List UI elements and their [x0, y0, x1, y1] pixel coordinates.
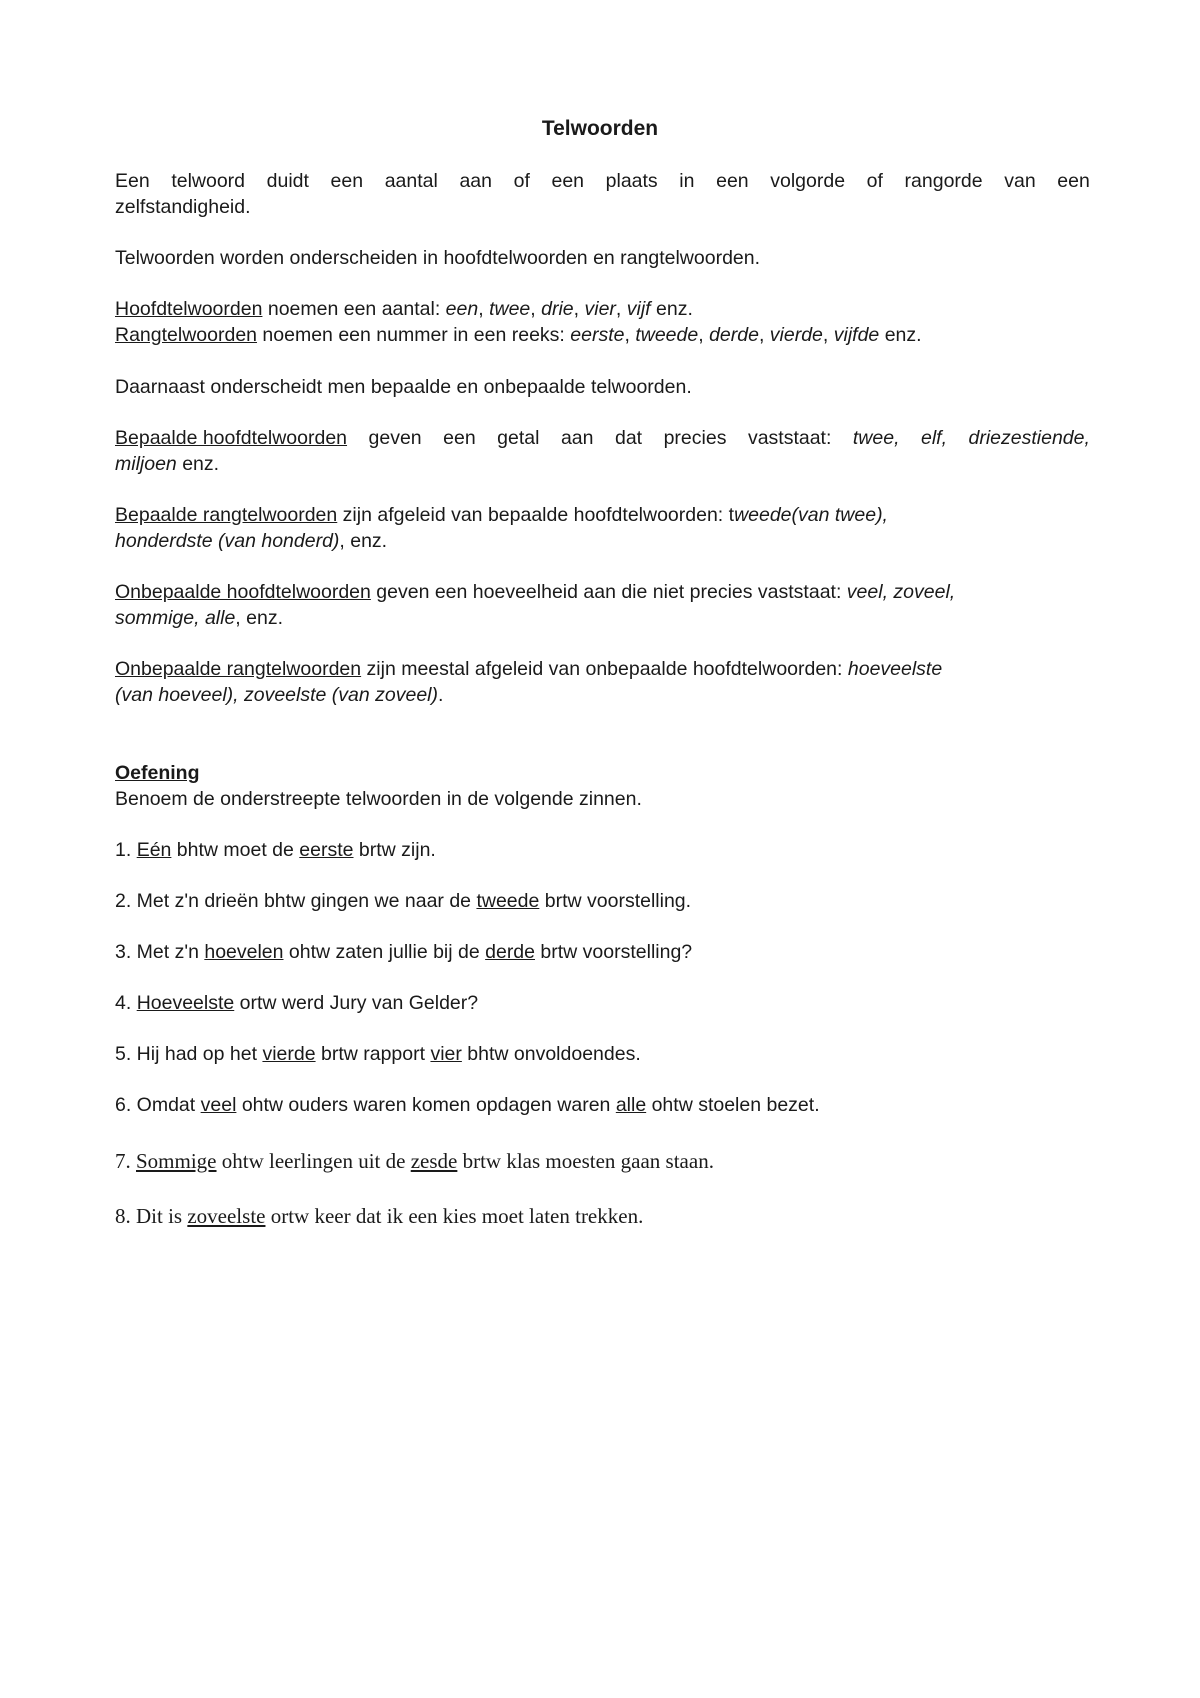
exercise-sentence-7 [115, 1148, 714, 1174]
exercise-sentence-1 [115, 837, 436, 863]
example-word: drie [541, 298, 574, 320]
word: dat [614, 427, 643, 449]
exercise-sentence-6 [115, 1092, 820, 1118]
separator: , [758, 324, 770, 346]
example-word: een [445, 298, 479, 320]
definition-hoofdtelwoorden [115, 296, 693, 322]
example-word: vierde [769, 324, 823, 346]
example-word: vijf [626, 298, 651, 320]
word: volgorde [770, 170, 846, 192]
word: een [1057, 170, 1090, 192]
separator: , [624, 324, 636, 346]
definition-end: . [438, 684, 444, 706]
bepaalde-rangtelwoorden-line-1 [115, 502, 888, 528]
sentence-text: ohtw zaten jullie bij de [283, 941, 486, 963]
word: of [866, 170, 883, 192]
underlined-numeral: derde [485, 941, 535, 963]
term-bepaalde-rangtelwoorden: Bepaalde rangtelwoorden [115, 504, 338, 526]
onbepaalde-rangtelwoorden-line-2 [115, 682, 443, 708]
sentence-text: brtw voorstelling? [535, 941, 693, 963]
word: plaats [605, 170, 658, 192]
underlined-numeral: vierde [262, 1043, 316, 1065]
example-word: veel, zoveel, [846, 581, 956, 603]
sentence-text: 1. [115, 839, 137, 861]
intro-paragraph-line-1 [115, 168, 1090, 194]
word: een [551, 170, 585, 192]
sentence-text: 3. Met z'n [115, 941, 205, 963]
example-word: derde [709, 324, 759, 346]
word: rangorde [904, 170, 983, 192]
separator: , [698, 324, 710, 346]
word: een [443, 427, 476, 449]
separator: , [822, 324, 834, 346]
sentence-text: brtw zijn. [353, 839, 436, 861]
separator: , [530, 298, 542, 320]
sentence-text: ortw werd Jury van Gelder? [234, 992, 479, 1014]
term-bepaalde-hoofdtelwoorden: Bepaalde hoofdtelwoorden [115, 427, 348, 449]
bepaalde-hoofdtelwoorden-line-2 [115, 451, 219, 477]
definition-end: enz. [650, 298, 693, 320]
onbepaalde-rangtelwoorden-line-1 [115, 656, 942, 682]
exercise-sentence-2 [115, 888, 691, 914]
word: precies [663, 427, 727, 449]
sentence-text: brtw rapport [315, 1043, 431, 1065]
definition-text: noemen een nummer in een reeks: [257, 324, 571, 346]
term-hoofdtelwoorden: Hoofdtelwoorden [115, 298, 263, 320]
sentence-text: ohtw stoelen bezet. [646, 1094, 820, 1116]
example-word: elf, [920, 427, 947, 449]
term-onbepaalde-rangtelwoorden: Onbepaalde rangtelwoorden [115, 658, 362, 680]
sentence-text: brtw voorstelling. [539, 890, 692, 912]
separator: , [478, 298, 490, 320]
definition-end: enz. [879, 324, 922, 346]
onbepaalde-hoofdtelwoorden-line-1 [115, 579, 955, 605]
word: een [716, 170, 749, 192]
word: duidt [266, 170, 309, 192]
word: aan [459, 170, 492, 192]
exercise-sentence-5 [115, 1041, 641, 1067]
word: aantal [384, 170, 438, 192]
intro-paragraph-2: Telwoorden worden onderscheiden in hoofdtelwoorden en rangtelwoorden. [115, 247, 761, 269]
definition-end: enz. [176, 453, 220, 475]
definition-text: geven een hoeveelheid aan die niet precies vaststaat: [370, 581, 847, 603]
word: of [513, 170, 530, 192]
exercise-sentence-3 [115, 939, 692, 965]
bepaalde-rangtelwoorden-line-2 [115, 528, 387, 554]
sentence-text: 5. Hij had op het [115, 1043, 263, 1065]
bepaalde-hoofdtelwoorden-line-1 [115, 425, 1090, 451]
definition-end: , enz. [235, 607, 283, 629]
exercise-instruction: Benoem de onderstreepte telwoorden in de volgende zinnen. [115, 788, 642, 810]
definition-text: noemen een aantal: [262, 298, 446, 320]
term-onbepaalde-hoofdtelwoorden: Onbepaalde hoofdtelwoorden [115, 581, 371, 603]
daarnaast-paragraph: Daarnaast onderscheidt men bepaalde en onbepaalde telwoorden. [115, 376, 692, 398]
sentence-text: ohtw leerlingen uit de [216, 1149, 411, 1173]
example-word: tweede [635, 324, 699, 346]
underlined-numeral: Sommige [136, 1149, 217, 1173]
sentence-text: ohtw ouders waren komen opdagen waren [236, 1094, 616, 1116]
underlined-numeral: tweede [476, 890, 540, 912]
sentence-text: bhtw moet de [171, 839, 300, 861]
example-word: (van hoeveel), zoveelste (van zoveel) [115, 684, 438, 706]
exercise-heading: Oefening [115, 762, 200, 784]
underlined-numeral: vier [430, 1043, 462, 1065]
onbepaalde-hoofdtelwoorden-line-2 [115, 605, 283, 631]
example-word: vijfde [833, 324, 880, 346]
term-rangtelwoorden: Rangtelwoorden [115, 324, 258, 346]
example-word: miljoen [115, 453, 177, 475]
sentence-text: brtw klas moesten gaan staan. [457, 1149, 714, 1173]
definition-rangtelwoorden [115, 322, 922, 348]
word: in [679, 170, 695, 192]
sentence-text: 4. [115, 992, 137, 1014]
example-word: eerste [570, 324, 625, 346]
exercise-sentence-8 [115, 1203, 643, 1229]
word: Een [115, 170, 150, 192]
intro-paragraph-line-2: zelfstandigheid. [115, 196, 251, 218]
underlined-numeral: zoveelste [187, 1204, 266, 1228]
sentence-text: bhtw onvoldoendes. [461, 1043, 641, 1065]
separator: , [615, 298, 627, 320]
sentence-text: 8. Dit is [115, 1204, 188, 1228]
example-word: sommige, alle [115, 607, 236, 629]
underlined-numeral: veel [200, 1094, 237, 1116]
example-word: twee [489, 298, 531, 320]
underlined-numeral: hoevelen [204, 941, 284, 963]
word: aan [560, 427, 594, 449]
example-word: twee, [852, 427, 900, 449]
example-word: weede(van twee), [734, 504, 888, 526]
word: een [330, 170, 364, 192]
definition-end: , enz. [339, 530, 388, 552]
word: vaststaat: [747, 427, 832, 449]
example-word: hoeveelste [847, 658, 943, 680]
sentence-text: 2. Met z'n drieën bhtw gingen we naar de [115, 890, 477, 912]
definition-text: zijn meestal afgeleid van onbepaalde hoofdtelwoorden: [361, 658, 848, 680]
page-title: Telwoorden [541, 117, 659, 140]
example-word: driezestiende, [968, 427, 1090, 449]
underlined-numeral: Eén [136, 839, 172, 861]
separator: , [573, 298, 585, 320]
word: geven [368, 427, 422, 449]
word: getal [497, 427, 540, 449]
exercise-sentence-4 [115, 990, 478, 1016]
word: van [1004, 170, 1036, 192]
example-word: honderdste (van honderd) [115, 530, 340, 552]
sentence-text: ortw keer dat ik een kies moet laten trekken. [265, 1204, 644, 1228]
sentence-text: 6. Omdat [115, 1094, 201, 1116]
underlined-numeral: zesde [410, 1149, 458, 1173]
definition-text: zijn afgeleid van bepaalde hoofdtelwoorden: t [337, 504, 735, 526]
underlined-numeral: eerste [299, 839, 354, 861]
word: telwoord [171, 170, 246, 192]
underlined-numeral: alle [615, 1094, 647, 1116]
example-word: vier [584, 298, 616, 320]
underlined-numeral: Hoeveelste [136, 992, 235, 1014]
sentence-text: 7. [115, 1149, 136, 1173]
